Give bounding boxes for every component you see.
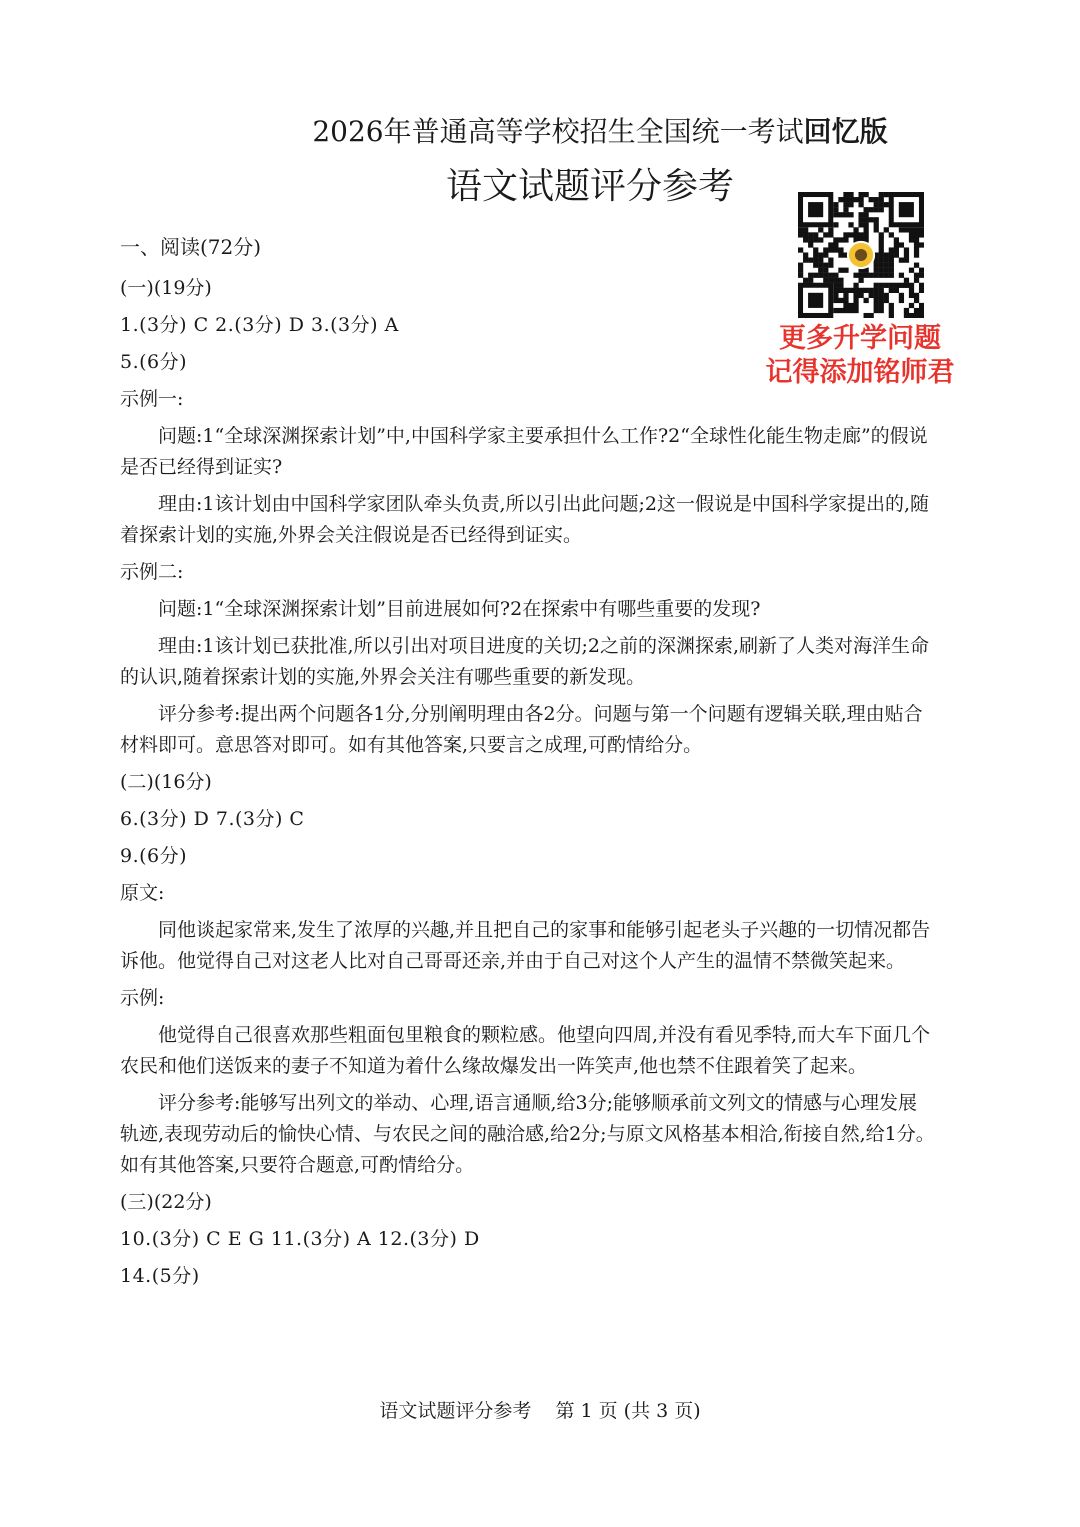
example-1-reason: 理由:1该计划由中国科学家团队牵头负责,所以引出此问题;2这一假说是中国科学家提出的,随着探索计划的实施,外界会关注假说是否已经得到证实。 [120, 493, 930, 546]
exam-title-main: 2026年普通高等学校招生全国统一考试 [312, 115, 804, 148]
question-5-label: 5.(6分) [120, 351, 188, 373]
example-2-label: 示例二: [120, 561, 184, 583]
example-label: 示例: [120, 987, 165, 1009]
part-heading-3: (三)(22分) [120, 1191, 212, 1213]
example-2-question: 问题:1“全球深渊探索计划”目前进展如何?2在探索中有哪些重要的发现? [158, 598, 761, 620]
scoring-note-1: 评分参考:提出两个问题各1分,分别阐明理由各2分。问题与第一个问题有逻辑关联,理由贴合材料即可。意思答对即可。如有其他答案,只要言之成理,可酌情给分。 [120, 703, 923, 756]
question-14-label: 14.(5分) [120, 1265, 200, 1287]
document-title: 语文试题评分参考 [445, 166, 734, 207]
example-text: 他觉得自己很喜欢那些粗面包里粮食的颗粒感。他望向四周,并没有看见季特,而大车下面几个农民和他们送饭来的妻子不知道为着什么缘故爆发出一阵笑声,他也禁不住跟着笑了起来。 [120, 1024, 931, 1077]
original-text: 同他谈起家常来,发生了浓厚的兴趣,并且把自己的家事和能够引起老头子兴趣的一切情况都告诉他。他觉得自己对这老人比对自己哥哥还亲,并由于自己对这个人产生的温情不禁微笑起来。 [120, 919, 931, 972]
question-9-label: 9.(6分) [120, 845, 188, 867]
example-2-reason: 理由:1该计划已获批准,所以引出对项目进度的关切;2之前的深渊探索,刷新了人类对海洋生命的认识,随着探索计划的实施,外界会关注有哪些重要的新发现。 [120, 635, 930, 688]
answers-10-12: 10.(3分) C E G 11.(3分) A 12.(3分) D [120, 1228, 480, 1250]
page-footer: 语文试题评分参考 第 1 页 (共 3 页) [379, 1400, 701, 1422]
promo-line-1: 更多升学问题 [779, 323, 941, 354]
answers-6-7: 6.(3分) D 7.(3分) C [120, 808, 305, 830]
part-heading-1: (一)(19分) [120, 277, 212, 299]
exam-title-edition: 回忆版 [803, 115, 888, 148]
example-1-label: 示例一: [120, 388, 184, 410]
answers-1-3: 1.(3分) C 2.(3分) D 3.(3分) A [120, 314, 399, 336]
answer-key-body [120, 232, 935, 1298]
exam-title [300, 110, 900, 150]
original-text-label: 原文: [120, 882, 165, 904]
promo-line-2: 记得添加铭师君 [765, 357, 955, 388]
scoring-note-2: 评分参考:能够写出列文的举动、心理,语言通顺,给3分;能够顺承前文列文的情感与心理发展轨迹,表现劳动后的愉快心情、与农民之间的融洽感,给2分;与原文风格基本相洽,衔接自然,给1分。如有其他答案,只要符合题意,可酌情给分。 [120, 1092, 935, 1176]
part-heading-2: (二)(16分) [120, 771, 212, 793]
example-1-question: 问题:1“全球深渊探索计划”中,中国科学家主要承担什么工作?2“全球性化能生物走廊”的假说是否已经得到证实? [120, 425, 928, 478]
section-heading: 一、阅读(72分) [120, 235, 262, 259]
